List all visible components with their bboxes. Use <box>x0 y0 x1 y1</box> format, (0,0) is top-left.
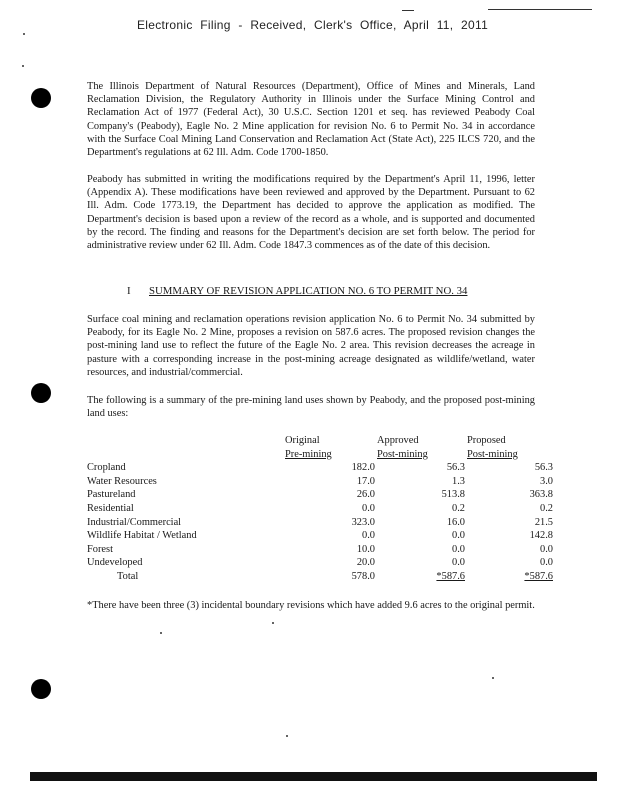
scan-speck <box>160 632 162 634</box>
header-proposed: Proposed Post-mining <box>467 435 518 460</box>
summary-paragraph <box>87 313 535 379</box>
filing-header: Electronic Filing - Received, Clerk's Office, April 11, 2011 <box>136 18 489 32</box>
cell-label: Undeveloped <box>87 557 143 569</box>
cell-proposed: 0.0 <box>540 543 553 555</box>
cell-label: Pastureland <box>87 489 136 501</box>
header-approved: Approved Post-mining <box>377 435 428 460</box>
table-row <box>87 543 553 557</box>
scan-speck <box>23 33 25 35</box>
cell-label: Wildlife Habitat / Wetland <box>87 530 197 542</box>
table-total-row <box>87 570 553 584</box>
cell-proposed: 21.5 <box>534 516 553 528</box>
cell-proposed: 0.2 <box>540 502 553 514</box>
decision-paragraph <box>87 173 535 252</box>
cell-approved: 56.3 <box>446 462 465 474</box>
scan-border <box>30 772 597 781</box>
cell-label: Residential <box>87 502 134 514</box>
scan-speck <box>492 677 494 679</box>
cell-original: 10.0 <box>356 543 375 555</box>
total-approved: *587.6 <box>436 570 465 582</box>
cell-proposed: 142.8 <box>529 530 553 542</box>
section-heading <box>127 285 467 297</box>
paragraph-text: Peabody has submitted in writing the modifications required by the Department's April 11, 1996, letter (Appendix A). These modifications have been reviewed and approved by the Department. Pursuant to 62 Ill. Adm. Code 1773.19, the Department has decided to approve the application as modified. The Department's decision is based upon a review of the record as a whole, and is supported and documented by the record. The finding and reasons for the Department's decision are set forth below. The period for administrative review under 62 Ill. Adm. Code 1847.3 commences as of the date of this decision. <box>87 174 535 252</box>
paragraph-text: The Illinois Department of Natural Resources (Department), Office of Mines and Minerals, Land Reclamation Division, the Regulatory Authority in Illinois under the Surface Mining Control and Reclamation Act of 1977 (Federal Act), 30 U.S.C. Section 1201 et seq. has reviewed Peabody Coal Company's (Peabody), Eagle No. 2 Mine application for revision No. 6 to Permit No. 34 in accordance with the Surface Coal Mining Land Conservation and Reclamation Act (State Act), 225 ILCS 720, and the Department's regulations at 62 Ill. Adm. Code 1700-1850. <box>87 81 535 159</box>
total-proposed: *587.6 <box>524 570 553 582</box>
cell-original: 20.0 <box>356 557 375 569</box>
cell-label: Industrial/Commercial <box>87 516 182 528</box>
cell-approved: 0.0 <box>452 543 465 555</box>
land-use-intro <box>87 394 535 420</box>
paragraph-text: Surface coal mining and reclamation operations revision application No. 6 to Permit No. 34 submitted by Peabody, for its Eagle No. 2 Mine, proposes a revision on 587.6 acres. The proposed revision changes the post-mining land use to reflect the future of the Eagle No. 2 area. This revision decreases the acreage in pasture with a corresponding increase in the post-mining acreage designated as wildlife/wetland, water resources, and industrial/commercial. <box>87 314 535 378</box>
header-original: Original Pre-mining <box>285 435 332 460</box>
punch-hole <box>31 383 51 403</box>
scan-mark <box>402 10 414 11</box>
punch-hole <box>31 679 51 699</box>
scan-speck <box>272 622 274 624</box>
footnote: *There have been three (3) incidental boundary revisions which have added 9.6 acres to the original permit. <box>87 600 535 611</box>
cell-approved: 0.0 <box>452 530 465 542</box>
cell-proposed: 0.0 <box>540 557 553 569</box>
cell-proposed: 56.3 <box>534 462 553 474</box>
cell-approved: 1.3 <box>452 475 465 487</box>
cell-approved: 16.0 <box>446 516 465 528</box>
cell-original: 26.0 <box>356 489 375 501</box>
total-label: Total <box>117 570 139 582</box>
cell-original: 17.0 <box>356 475 375 487</box>
scan-speck <box>286 735 288 737</box>
table-row <box>87 475 553 489</box>
land-use-table <box>87 434 553 584</box>
cell-approved: 0.0 <box>452 557 465 569</box>
cell-proposed: 363.8 <box>529 489 553 501</box>
cell-proposed: 3.0 <box>540 475 553 487</box>
cell-original: 323.0 <box>351 516 375 528</box>
cell-original: 182.0 <box>351 462 375 474</box>
cell-label: Water Resources <box>87 475 157 487</box>
cell-label: Cropland <box>87 462 126 474</box>
table-row <box>87 488 553 502</box>
cell-approved: 0.2 <box>452 502 465 514</box>
table-header-row <box>87 434 553 461</box>
table-row <box>87 556 553 570</box>
total-original: 578.0 <box>351 570 375 582</box>
table-row <box>87 529 553 543</box>
cell-approved: 513.8 <box>441 489 465 501</box>
paragraph-text: The following is a summary of the pre-mining land uses shown by Peabody, and the proposed post-mining land uses: <box>87 395 535 420</box>
table-row <box>87 461 553 475</box>
punch-hole <box>31 88 51 108</box>
intro-paragraph <box>87 80 535 159</box>
section-title: SUMMARY OF REVISION APPLICATION NO. 6 TO PERMIT NO. 34 <box>149 285 468 297</box>
table-row <box>87 502 553 516</box>
cell-original: 0.0 <box>362 530 375 542</box>
cell-original: 0.0 <box>362 502 375 514</box>
scan-speck <box>22 65 24 67</box>
table-row <box>87 516 553 530</box>
section-number: I <box>127 285 131 297</box>
cell-label: Forest <box>87 543 113 555</box>
scan-mark <box>488 9 592 10</box>
